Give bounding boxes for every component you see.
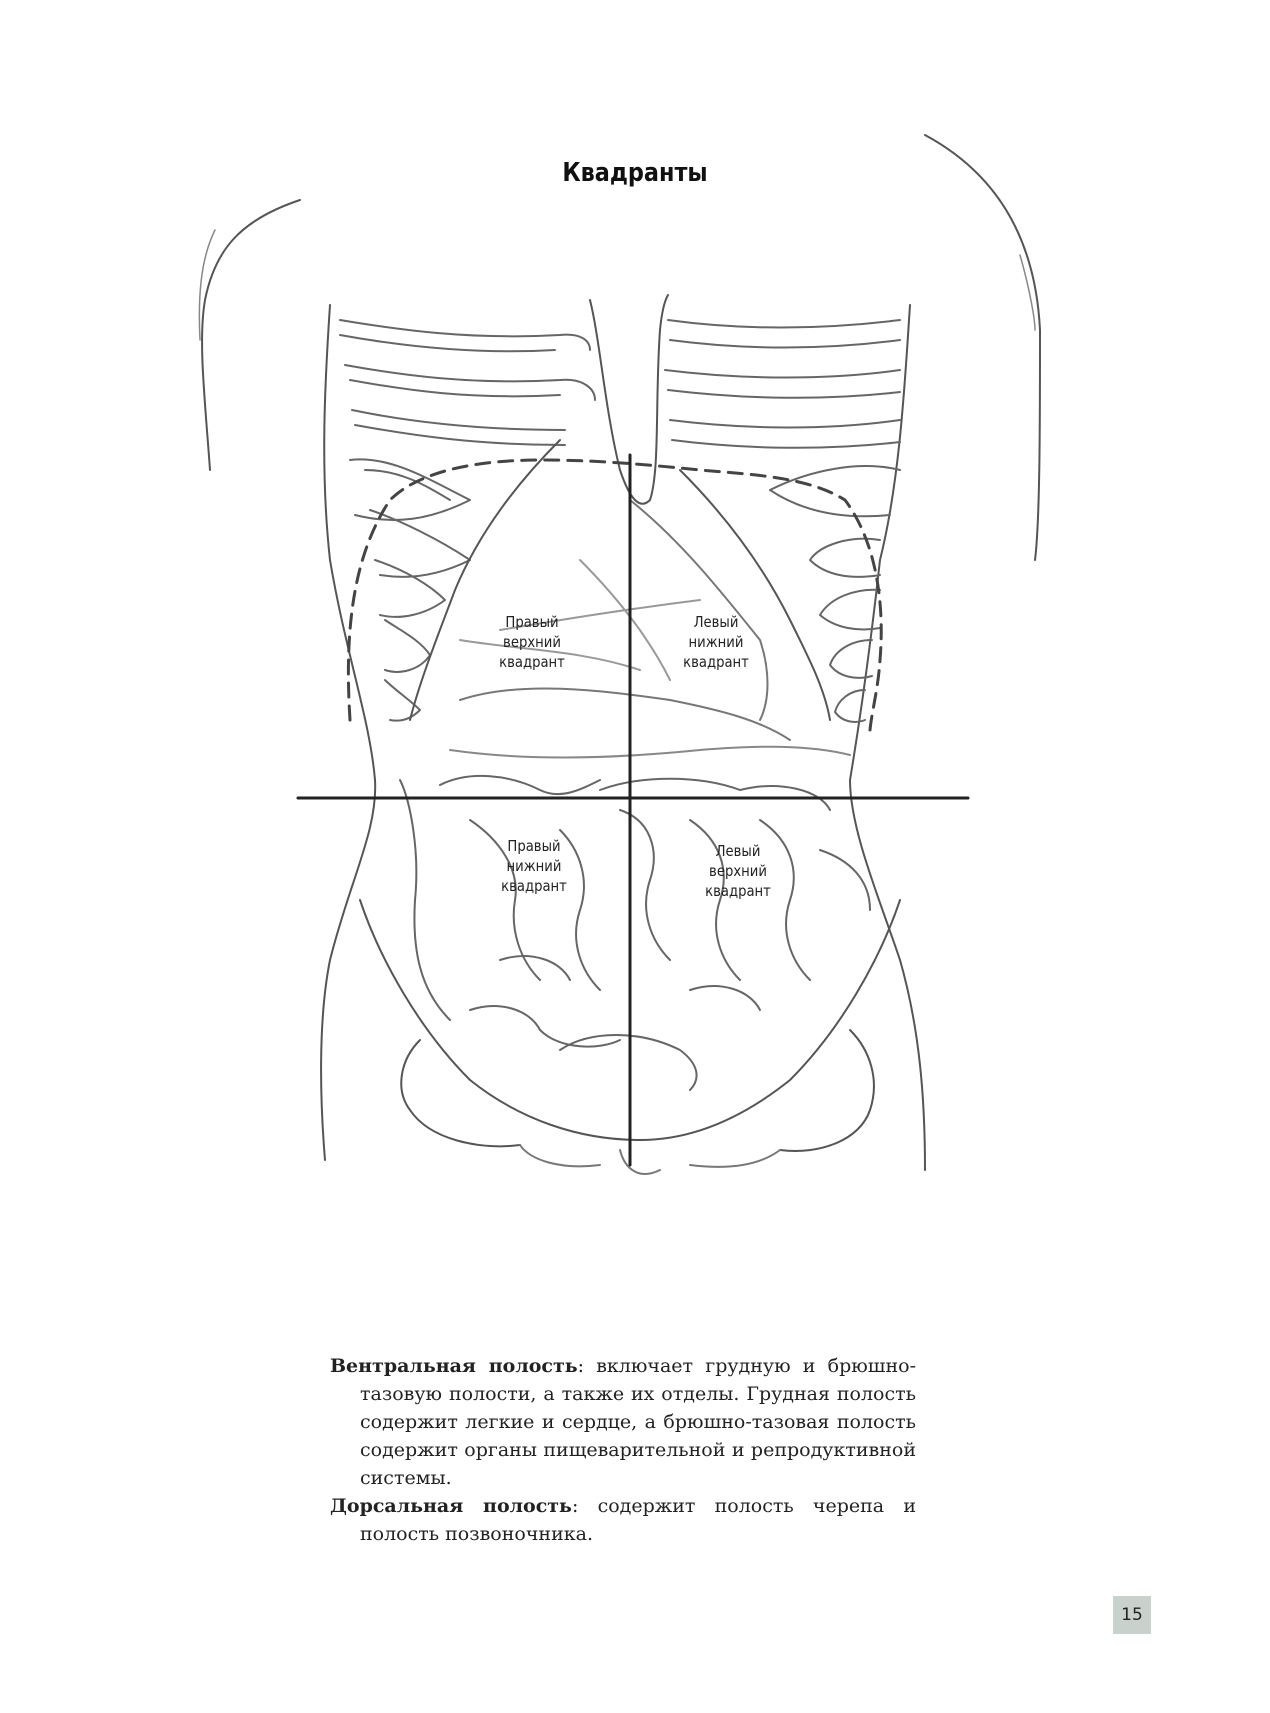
pelvis-left	[360, 900, 640, 1140]
page-number: 15	[1113, 1596, 1151, 1634]
left-shoulder-outline	[202, 200, 300, 470]
label-right-upper-quadrant: Правый верхний квадрант	[499, 613, 565, 671]
term-ventral: Вентральная полость	[330, 1355, 578, 1377]
liver-outline	[460, 688, 790, 740]
torso-left-outline	[321, 305, 375, 1160]
stomach-outline	[630, 500, 768, 720]
definition-ventral	[330, 1352, 916, 1492]
diaphragm-dashed-line	[348, 460, 881, 730]
term-dorsal: Дорсальная полость	[330, 1495, 572, 1517]
page-title: Квадранты	[562, 158, 708, 188]
pelvis-right	[640, 900, 900, 1140]
right-arm-outline	[1020, 255, 1035, 330]
torso-right-outline	[850, 305, 925, 1170]
definition-dorsal	[330, 1492, 916, 1548]
iliac-crest-left	[401, 1040, 520, 1146]
label-left-lower-quadrant: Левый верхний квадрант	[705, 842, 771, 900]
intestines	[400, 776, 870, 1090]
definition-ventral-text: : включает грудную и брюшно-тазовую полости, а также их отделы. Грудная полость содержит легкие и сердце, а брюшно-тазовая полость содержит органы пищеварительной и репродуктивной системы.	[360, 1355, 916, 1489]
label-left-upper-quadrant: Левый нижний квадрант	[683, 613, 749, 671]
right-shoulder-outline	[925, 135, 1040, 560]
definitions-text	[330, 1352, 916, 1548]
iliac-crest-right	[780, 1030, 874, 1151]
definition-dorsal-text: : содержит полость черепа и полость позвоночника.	[360, 1495, 917, 1545]
label-right-lower-quadrant: Правый нижний квадрант	[501, 837, 567, 895]
